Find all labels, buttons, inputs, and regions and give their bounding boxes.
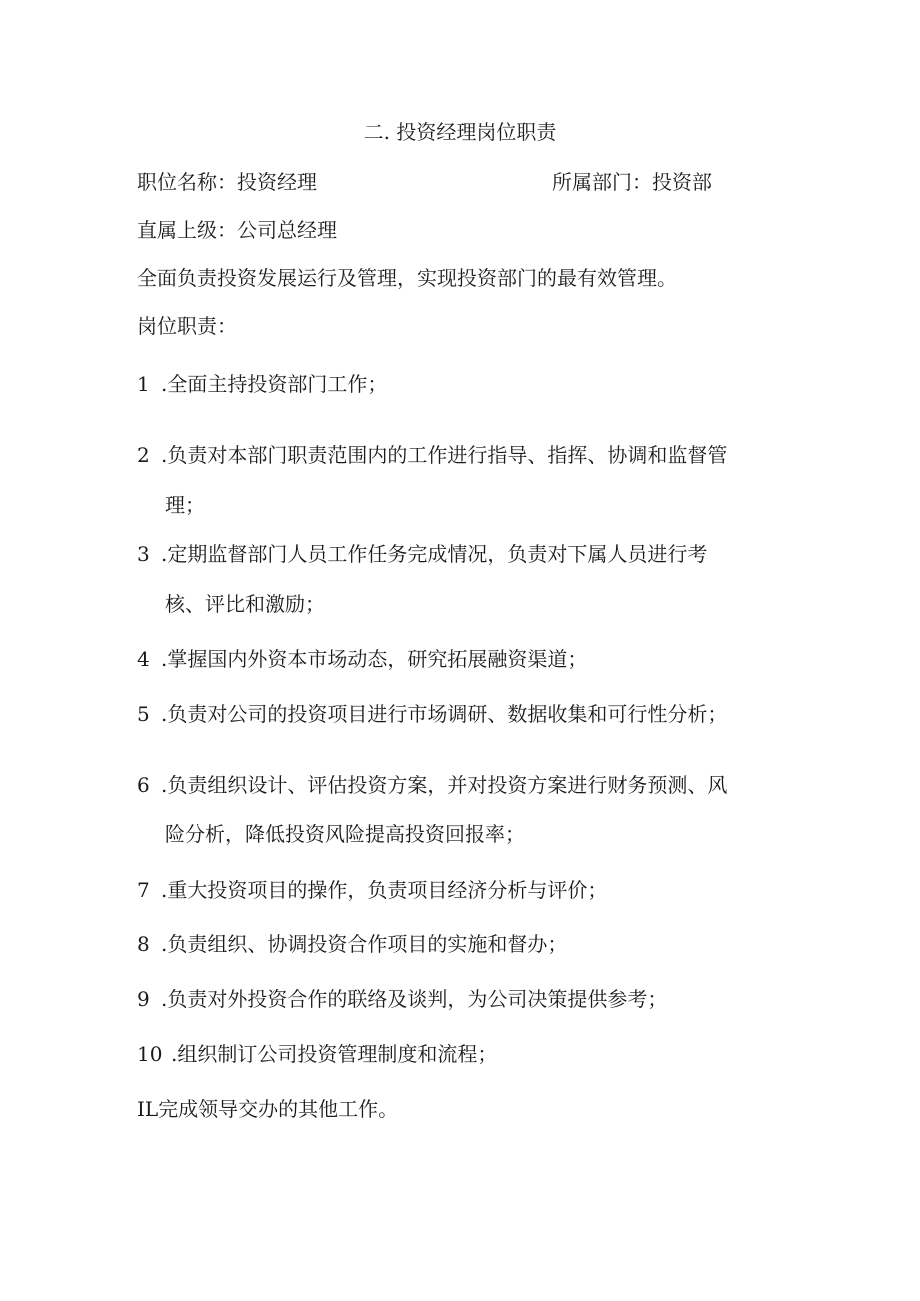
duty-number: 6: [137, 773, 150, 797]
duty-text: .重大投资项目的操作，负责项目经济分析与评价；: [161, 878, 608, 902]
page-title: 二. 投资经理岗位职责: [363, 120, 557, 144]
duty-item: [137, 876, 607, 904]
duty-number: 7: [137, 878, 150, 902]
duty-item: [137, 1040, 497, 1068]
duties-heading: 岗位职责：: [137, 314, 237, 338]
duty-text: .负责组织、协调投资合作项目的实施和督办；: [161, 932, 568, 956]
duty-number: 8: [137, 932, 150, 956]
duty-number: 10: [137, 1042, 163, 1066]
duty-text-continued: 核、评比和激励；: [165, 592, 325, 616]
duty-item: [137, 771, 727, 799]
duty-item: [137, 985, 667, 1013]
duty-number: 1: [137, 372, 150, 396]
duty-number: 5: [137, 702, 150, 726]
duty-number: 2: [137, 443, 150, 467]
position-name: 职位名称：投资经理: [137, 170, 317, 194]
duty-item: [137, 700, 727, 728]
department-name: 所属部门：投资部: [552, 170, 712, 194]
duty-number: 3: [137, 542, 150, 566]
duty-text-continued: 险分析，降低投资风险提高投资回报率；: [165, 822, 525, 846]
duty-text: .组织制订公司投资管理制度和流程；: [171, 1042, 498, 1066]
duty-item: [137, 645, 587, 673]
duty-item: [137, 1095, 398, 1123]
duty-number: IL: [137, 1097, 159, 1121]
duty-text: .掌握国内外资本市场动态，研究拓展融资渠道；: [161, 647, 588, 671]
duty-item: [137, 540, 707, 568]
duty-number: 4: [137, 647, 150, 671]
duty-item: [137, 370, 387, 398]
duty-number: 9: [137, 987, 150, 1011]
duty-text: .全面主持投资部门工作；: [161, 372, 388, 396]
duty-text-continued: 理；: [165, 493, 205, 517]
duty-text: .负责对外投资合作的联络及谈判，为公司决策提供参考；: [161, 987, 668, 1011]
duty-item: [137, 930, 567, 958]
duty-item: [137, 441, 727, 469]
duty-text: .负责对公司的投资项目进行市场调研、数据收集和可行性分析；: [161, 702, 728, 726]
duty-text: 完成领导交办的其他工作。: [158, 1097, 399, 1121]
direct-superior: 直属上级：公司总经理: [137, 218, 337, 242]
summary-text: 全面负责投资发展运行及管理，实现投资部门的最有效管理。: [137, 266, 677, 290]
duty-text: .定期监督部门人员工作任务完成情况，负责对下属人员进行考: [161, 542, 708, 566]
duty-text: .负责对本部门职责范围内的工作进行指导、指挥、协调和监督管: [161, 443, 728, 467]
duty-text: .负责组织设计、评估投资方案，并对投资方案进行财务预测、风: [161, 773, 728, 797]
